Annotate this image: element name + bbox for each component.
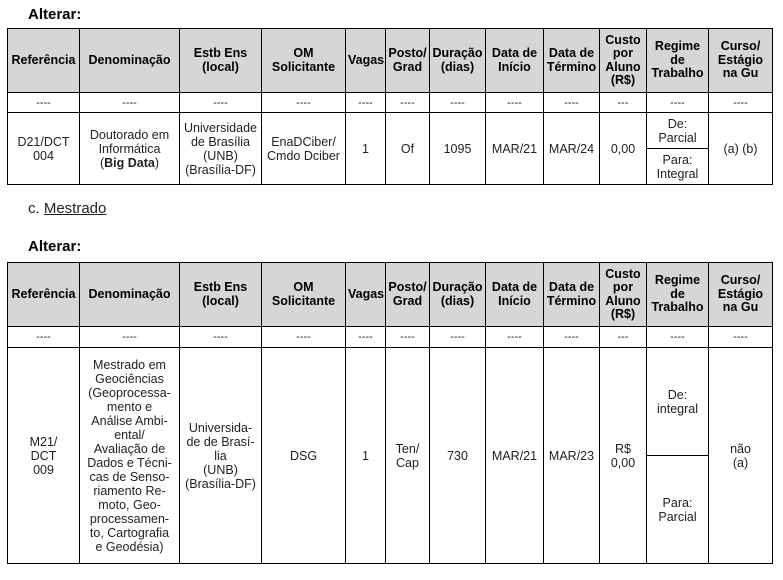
col-data-termino: Data de Término xyxy=(544,263,600,327)
cell-posto: Ten/ Cap xyxy=(386,348,430,564)
dash-cell: --- xyxy=(600,327,647,348)
regime-de: De: Parcial xyxy=(647,113,708,149)
cell-termino: MAR/23 xyxy=(544,348,600,564)
cell-custo: 0,00 xyxy=(600,113,647,185)
cell-regime xyxy=(647,113,709,185)
cell-denominacao: Mestrado em Geociências (Geoprocessa- mento e Análise Ambi- ental/ Avaliação de Dados e Técni- cas de Senso- riamento Re- moto, Geo- processamen- to, Cartografia e Geodésia) xyxy=(80,348,180,564)
dash-cell: ---- xyxy=(430,93,486,113)
section-c-label: Mestrado xyxy=(43,200,107,217)
cell-custo: R$ 0,00 xyxy=(600,348,647,564)
col-posto-grad: Posto/ Grad xyxy=(386,263,430,327)
regime-para: Para: Parcial xyxy=(658,495,697,524)
dash-cell: ---- xyxy=(346,93,386,113)
regime-para: Para: Integral xyxy=(656,152,699,181)
cell-om-solicitante: EnaDCiber/ Cmdo Dciber xyxy=(262,113,346,185)
col-custo: Custo por Aluno (R$) xyxy=(600,263,647,327)
dash-cell: ---- xyxy=(544,93,600,113)
table-doutorado xyxy=(7,28,773,185)
section-heading-2: Alterar: xyxy=(28,238,82,255)
dash-cell: ---- xyxy=(262,327,346,348)
cell-duracao: 730 xyxy=(430,348,486,564)
section-heading-1: Alterar: xyxy=(28,6,82,23)
cell-referencia: M21/ DCT 009 xyxy=(8,348,80,564)
header-row xyxy=(8,263,773,327)
regime-de: De: integral xyxy=(647,348,708,456)
denominacao-text: Doutorado em Informática ( xyxy=(89,127,170,170)
cell-om-solicitante: DSG xyxy=(262,348,346,564)
col-data-inicio: Data de Início xyxy=(486,29,544,93)
cell-estb-ens: Universida- de de Brasí- lia (UNB) (Brasília-DF) xyxy=(180,348,262,564)
dash-cell: ---- xyxy=(80,93,180,113)
dash-cell: ---- xyxy=(80,327,180,348)
dash-cell: ---- xyxy=(386,93,430,113)
col-curso-estagio: Curso/ Estágio na Gu xyxy=(709,29,773,93)
col-denominacao: Denominação xyxy=(80,263,180,327)
dash-cell: ---- xyxy=(709,327,773,348)
col-om-solicitante: OM Solicitante xyxy=(262,29,346,93)
col-curso-estagio: Curso/ Estágio na Gu xyxy=(709,263,773,327)
col-denominacao: Denominação xyxy=(80,29,180,93)
cell-estb-ens: Universidade de Brasília (UNB) (Brasília-DF) xyxy=(180,113,262,185)
dash-cell: ---- xyxy=(544,327,600,348)
dash-row xyxy=(8,327,773,348)
col-data-termino: Data de Término xyxy=(544,29,600,93)
dash-row xyxy=(8,93,773,113)
table-row xyxy=(8,348,773,564)
table-mestrado xyxy=(7,262,773,564)
dash-cell: ---- xyxy=(180,93,262,113)
dash-cell: ---- xyxy=(486,93,544,113)
col-vagas: Vagas xyxy=(346,263,386,327)
section-c-prefix: c. xyxy=(28,200,44,217)
col-duracao: Duração (dias) xyxy=(430,263,486,327)
dash-cell: --- xyxy=(600,93,647,113)
col-vagas: Vagas xyxy=(346,29,386,93)
col-estb-ens: Estb Ens (local) xyxy=(180,29,262,93)
col-om-solicitante: OM Solicitante xyxy=(262,263,346,327)
col-custo: Custo por Aluno (R$) xyxy=(600,29,647,93)
col-posto-grad: Posto/ Grad xyxy=(386,29,430,93)
dash-cell: ---- xyxy=(486,327,544,348)
col-data-inicio: Data de Início xyxy=(486,263,544,327)
cell-duracao: 1095 xyxy=(430,113,486,185)
col-referencia: Referência xyxy=(8,263,80,327)
dash-cell: ---- xyxy=(346,327,386,348)
dash-cell: ---- xyxy=(180,327,262,348)
denominacao-bold: Big Data xyxy=(104,155,155,170)
denominacao-close: ) xyxy=(154,155,160,170)
col-duracao: Duração (dias) xyxy=(430,29,486,93)
dash-cell: ---- xyxy=(8,93,80,113)
header-row xyxy=(8,29,773,93)
cell-curso-estagio: (a) (b) xyxy=(709,113,773,185)
dash-cell: ---- xyxy=(430,327,486,348)
dash-cell: ---- xyxy=(262,93,346,113)
cell-regime xyxy=(647,348,709,564)
cell-denominacao xyxy=(80,113,180,185)
cell-vagas: 1 xyxy=(346,348,386,564)
cell-referencia: D21/DCT 004 xyxy=(8,113,80,185)
cell-vagas: 1 xyxy=(346,113,386,185)
dash-cell: ---- xyxy=(8,327,80,348)
col-estb-ens: Estb Ens (local) xyxy=(180,263,262,327)
dash-cell: ---- xyxy=(647,93,709,113)
cell-inicio: MAR/21 xyxy=(486,348,544,564)
cell-termino: MAR/24 xyxy=(544,113,600,185)
section-c-title xyxy=(28,200,106,217)
cell-curso-estagio: não (a) xyxy=(709,348,773,564)
dash-cell: ---- xyxy=(647,327,709,348)
table-row xyxy=(8,113,773,185)
cell-inicio: MAR/21 xyxy=(486,113,544,185)
col-regime: Regime de Trabalho xyxy=(647,263,709,327)
col-regime: Regime de Trabalho xyxy=(647,29,709,93)
dash-cell: ---- xyxy=(386,327,430,348)
col-referencia: Referência xyxy=(8,29,80,93)
cell-posto: Of xyxy=(386,113,430,185)
dash-cell: ---- xyxy=(709,93,773,113)
